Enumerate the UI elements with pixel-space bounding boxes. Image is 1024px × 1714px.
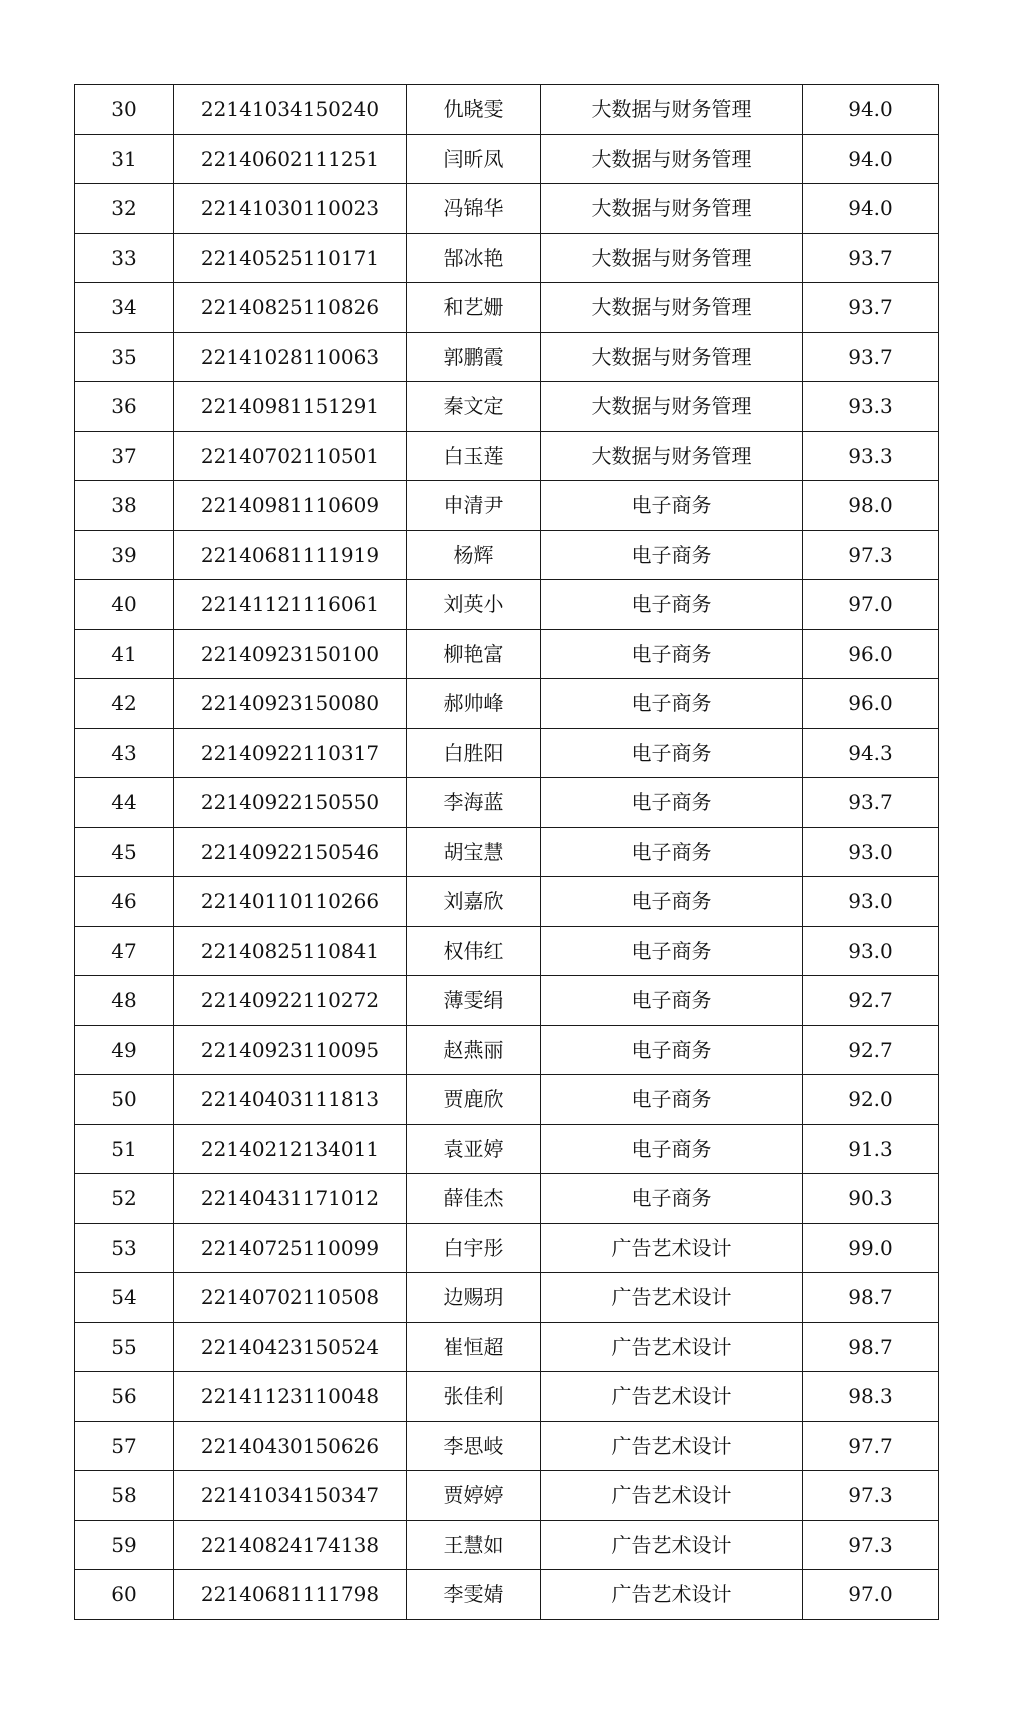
- exam-id-cell: 22140824174138: [174, 1520, 407, 1570]
- score-cell: 94.0: [803, 85, 939, 135]
- exam-id-cell: 22140725110099: [174, 1223, 407, 1273]
- student-name-cell: 白宇彤: [407, 1223, 541, 1273]
- score-cell: 99.0: [803, 1223, 939, 1273]
- student-name-cell: 权伟红: [407, 926, 541, 976]
- exam-id-cell: 22141034150347: [174, 1471, 407, 1521]
- student-name-cell: 边赐玥: [407, 1273, 541, 1323]
- student-name-cell: 胡宝慧: [407, 827, 541, 877]
- student-name-cell: 秦文定: [407, 382, 541, 432]
- exam-id-cell: 22140525110171: [174, 233, 407, 283]
- score-cell: 94.0: [803, 184, 939, 234]
- score-cell: 92.7: [803, 976, 939, 1026]
- row-number-cell: 32: [75, 184, 174, 234]
- major-cell: 广告艺术设计: [541, 1223, 803, 1273]
- exam-id-cell: 22141121116061: [174, 580, 407, 630]
- row-number-cell: 46: [75, 877, 174, 927]
- table-row: [75, 728, 939, 778]
- exam-id-cell: 22140702110501: [174, 431, 407, 481]
- table-row: [75, 233, 939, 283]
- exam-id-cell: 22140922110272: [174, 976, 407, 1026]
- table-row: [75, 481, 939, 531]
- major-cell: 大数据与财务管理: [541, 233, 803, 283]
- student-name-cell: 白胜阳: [407, 728, 541, 778]
- exam-id-cell: 22140923150080: [174, 679, 407, 729]
- student-name-cell: 贾婷婷: [407, 1471, 541, 1521]
- major-cell: 电子商务: [541, 1124, 803, 1174]
- row-number-cell: 47: [75, 926, 174, 976]
- row-number-cell: 41: [75, 629, 174, 679]
- score-cell: 91.3: [803, 1124, 939, 1174]
- score-cell: 90.3: [803, 1174, 939, 1224]
- table-row: [75, 1174, 939, 1224]
- row-number-cell: 48: [75, 976, 174, 1026]
- student-name-cell: 杨辉: [407, 530, 541, 580]
- score-table: [74, 84, 939, 1620]
- score-cell: 97.0: [803, 580, 939, 630]
- table-row: [75, 778, 939, 828]
- exam-id-cell: 22140825110841: [174, 926, 407, 976]
- exam-id-cell: 22140923150100: [174, 629, 407, 679]
- major-cell: 广告艺术设计: [541, 1322, 803, 1372]
- score-cell: 96.0: [803, 629, 939, 679]
- score-cell: 92.7: [803, 1025, 939, 1075]
- student-name-cell: 冯锦华: [407, 184, 541, 234]
- score-cell: 98.7: [803, 1322, 939, 1372]
- exam-id-cell: 22140681111798: [174, 1570, 407, 1620]
- row-number-cell: 56: [75, 1372, 174, 1422]
- table-row: [75, 827, 939, 877]
- score-cell: 94.3: [803, 728, 939, 778]
- exam-id-cell: 22140602111251: [174, 134, 407, 184]
- exam-id-cell: 22140403111813: [174, 1075, 407, 1125]
- student-name-cell: 申清尹: [407, 481, 541, 531]
- exam-id-cell: 22141030110023: [174, 184, 407, 234]
- major-cell: 广告艺术设计: [541, 1421, 803, 1471]
- table-row: [75, 1273, 939, 1323]
- exam-id-cell: 22140981110609: [174, 481, 407, 531]
- score-cell: 98.3: [803, 1372, 939, 1422]
- row-number-cell: 36: [75, 382, 174, 432]
- student-name-cell: 薄雯绢: [407, 976, 541, 1026]
- student-name-cell: 赵燕丽: [407, 1025, 541, 1075]
- exam-id-cell: 22141034150240: [174, 85, 407, 135]
- exam-id-cell: 22140922110317: [174, 728, 407, 778]
- score-cell: 93.3: [803, 431, 939, 481]
- table-row: [75, 530, 939, 580]
- row-number-cell: 33: [75, 233, 174, 283]
- table-row: [75, 85, 939, 135]
- major-cell: 大数据与财务管理: [541, 134, 803, 184]
- student-name-cell: 崔恒超: [407, 1322, 541, 1372]
- score-cell: 93.7: [803, 332, 939, 382]
- major-cell: 大数据与财务管理: [541, 382, 803, 432]
- major-cell: 大数据与财务管理: [541, 283, 803, 333]
- row-number-cell: 44: [75, 778, 174, 828]
- table-row: [75, 1421, 939, 1471]
- row-number-cell: 57: [75, 1421, 174, 1471]
- exam-id-cell: 22140430150626: [174, 1421, 407, 1471]
- table-row: [75, 926, 939, 976]
- major-cell: 广告艺术设计: [541, 1273, 803, 1323]
- table-body: [75, 85, 939, 1620]
- major-cell: 大数据与财务管理: [541, 184, 803, 234]
- row-number-cell: 31: [75, 134, 174, 184]
- student-name-cell: 袁亚婷: [407, 1124, 541, 1174]
- row-number-cell: 30: [75, 85, 174, 135]
- score-cell: 93.0: [803, 877, 939, 927]
- student-name-cell: 李雯婧: [407, 1570, 541, 1620]
- table-row: [75, 976, 939, 1026]
- score-cell: 94.0: [803, 134, 939, 184]
- major-cell: 广告艺术设计: [541, 1570, 803, 1620]
- table-row: [75, 184, 939, 234]
- table-row: [75, 877, 939, 927]
- table-row: [75, 1223, 939, 1273]
- student-name-cell: 薛佳杰: [407, 1174, 541, 1224]
- major-cell: 广告艺术设计: [541, 1372, 803, 1422]
- exam-id-cell: 22141123110048: [174, 1372, 407, 1422]
- student-name-cell: 仇晓雯: [407, 85, 541, 135]
- major-cell: 电子商务: [541, 976, 803, 1026]
- major-cell: 电子商务: [541, 778, 803, 828]
- major-cell: 电子商务: [541, 580, 803, 630]
- row-number-cell: 59: [75, 1520, 174, 1570]
- score-cell: 93.7: [803, 778, 939, 828]
- student-name-cell: 郝帅峰: [407, 679, 541, 729]
- table-row: [75, 1025, 939, 1075]
- table-row: [75, 679, 939, 729]
- row-number-cell: 54: [75, 1273, 174, 1323]
- major-cell: 电子商务: [541, 530, 803, 580]
- student-name-cell: 张佳利: [407, 1372, 541, 1422]
- row-number-cell: 49: [75, 1025, 174, 1075]
- table-row: [75, 1124, 939, 1174]
- exam-id-cell: 22140423150524: [174, 1322, 407, 1372]
- row-number-cell: 38: [75, 481, 174, 531]
- major-cell: 大数据与财务管理: [541, 85, 803, 135]
- exam-id-cell: 22140922150546: [174, 827, 407, 877]
- table-row: [75, 431, 939, 481]
- row-number-cell: 50: [75, 1075, 174, 1125]
- exam-id-cell: 22141028110063: [174, 332, 407, 382]
- table-row: [75, 1570, 939, 1620]
- major-cell: 电子商务: [541, 629, 803, 679]
- student-name-cell: 李思岐: [407, 1421, 541, 1471]
- major-cell: 大数据与财务管理: [541, 431, 803, 481]
- major-cell: 电子商务: [541, 1025, 803, 1075]
- exam-id-cell: 22140981151291: [174, 382, 407, 432]
- score-cell: 93.0: [803, 827, 939, 877]
- row-number-cell: 37: [75, 431, 174, 481]
- exam-id-cell: 22140825110826: [174, 283, 407, 333]
- major-cell: 电子商务: [541, 877, 803, 927]
- score-cell: 93.0: [803, 926, 939, 976]
- table-row: [75, 1372, 939, 1422]
- exam-id-cell: 22140681111919: [174, 530, 407, 580]
- exam-id-cell: 22140212134011: [174, 1124, 407, 1174]
- major-cell: 电子商务: [541, 926, 803, 976]
- major-cell: 大数据与财务管理: [541, 332, 803, 382]
- major-cell: 电子商务: [541, 679, 803, 729]
- row-number-cell: 39: [75, 530, 174, 580]
- row-number-cell: 58: [75, 1471, 174, 1521]
- score-cell: 97.3: [803, 530, 939, 580]
- exam-id-cell: 22140431171012: [174, 1174, 407, 1224]
- score-cell: 92.0: [803, 1075, 939, 1125]
- table-row: [75, 1520, 939, 1570]
- row-number-cell: 34: [75, 283, 174, 333]
- row-number-cell: 53: [75, 1223, 174, 1273]
- score-cell: 98.0: [803, 481, 939, 531]
- row-number-cell: 42: [75, 679, 174, 729]
- table-row: [75, 1322, 939, 1372]
- exam-id-cell: 22140922150550: [174, 778, 407, 828]
- score-cell: 93.7: [803, 233, 939, 283]
- table-row: [75, 283, 939, 333]
- student-name-cell: 柳艳富: [407, 629, 541, 679]
- major-cell: 电子商务: [541, 1174, 803, 1224]
- major-cell: 电子商务: [541, 827, 803, 877]
- score-cell: 96.0: [803, 679, 939, 729]
- score-cell: 97.7: [803, 1421, 939, 1471]
- student-name-cell: 白玉莲: [407, 431, 541, 481]
- table-row: [75, 134, 939, 184]
- student-name-cell: 贾鹿欣: [407, 1075, 541, 1125]
- row-number-cell: 43: [75, 728, 174, 778]
- major-cell: 广告艺术设计: [541, 1471, 803, 1521]
- row-number-cell: 55: [75, 1322, 174, 1372]
- exam-id-cell: 22140923110095: [174, 1025, 407, 1075]
- student-name-cell: 郜冰艳: [407, 233, 541, 283]
- student-name-cell: 闫昕凤: [407, 134, 541, 184]
- student-name-cell: 王慧如: [407, 1520, 541, 1570]
- table-row: [75, 580, 939, 630]
- row-number-cell: 45: [75, 827, 174, 877]
- student-name-cell: 刘嘉欣: [407, 877, 541, 927]
- row-number-cell: 40: [75, 580, 174, 630]
- student-name-cell: 李海蓝: [407, 778, 541, 828]
- exam-id-cell: 22140702110508: [174, 1273, 407, 1323]
- score-cell: 97.3: [803, 1520, 939, 1570]
- row-number-cell: 52: [75, 1174, 174, 1224]
- major-cell: 电子商务: [541, 481, 803, 531]
- row-number-cell: 60: [75, 1570, 174, 1620]
- student-name-cell: 和艺姗: [407, 283, 541, 333]
- major-cell: 广告艺术设计: [541, 1520, 803, 1570]
- student-name-cell: 郭鹏霞: [407, 332, 541, 382]
- score-cell: 97.0: [803, 1570, 939, 1620]
- major-cell: 电子商务: [541, 728, 803, 778]
- table-row: [75, 382, 939, 432]
- score-cell: 97.3: [803, 1471, 939, 1521]
- score-cell: 93.7: [803, 283, 939, 333]
- exam-id-cell: 22140110110266: [174, 877, 407, 927]
- table-row: [75, 1471, 939, 1521]
- table-row: [75, 629, 939, 679]
- major-cell: 电子商务: [541, 1075, 803, 1125]
- table-row: [75, 332, 939, 382]
- table-row: [75, 1075, 939, 1125]
- row-number-cell: 35: [75, 332, 174, 382]
- row-number-cell: 51: [75, 1124, 174, 1174]
- score-cell: 93.3: [803, 382, 939, 432]
- score-cell: 98.7: [803, 1273, 939, 1323]
- student-name-cell: 刘英小: [407, 580, 541, 630]
